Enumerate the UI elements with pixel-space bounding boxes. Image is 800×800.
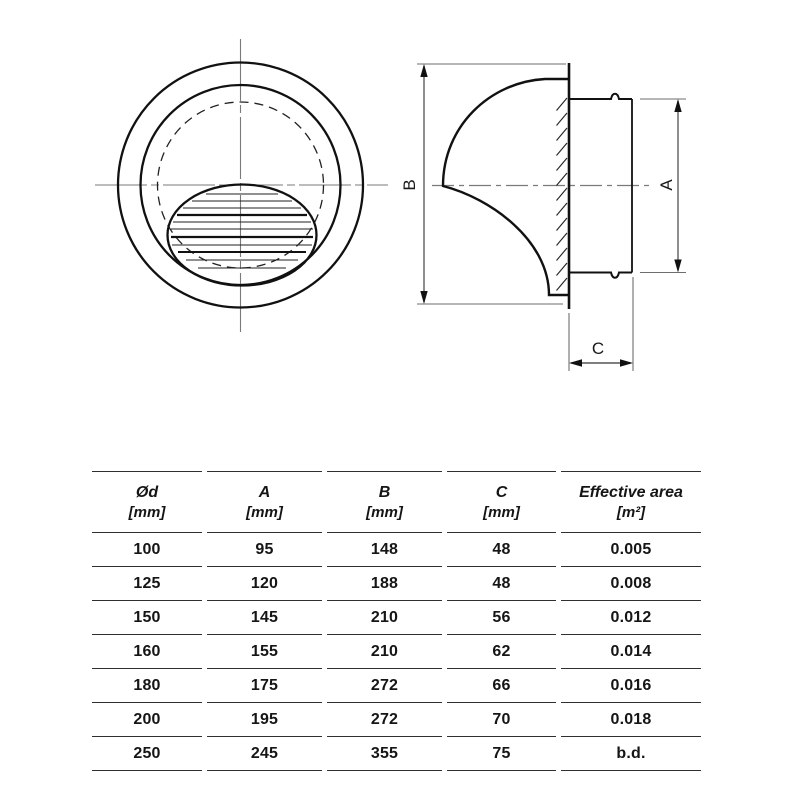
column-unit: [mm]	[128, 503, 166, 521]
duct-top-edge	[569, 94, 632, 99]
table-header-row	[92, 471, 701, 533]
cell-area: 0.014	[561, 635, 701, 669]
cell-b: 272	[327, 703, 442, 737]
column-name: C	[495, 483, 508, 501]
cell-a: 175	[207, 669, 322, 703]
cell-b: 148	[327, 533, 442, 567]
cell-od: 100	[92, 533, 202, 567]
cell-a: 195	[207, 703, 322, 737]
cell-c: 62	[447, 635, 556, 669]
table-row	[92, 635, 701, 669]
cell-b: 210	[327, 601, 442, 635]
cell-c: 70	[447, 703, 556, 737]
duct-bottom-edge	[569, 273, 632, 278]
cell-a: 120	[207, 567, 322, 601]
dim-a-label: A	[657, 179, 676, 191]
cell-c: 66	[447, 669, 556, 703]
cell-b: 272	[327, 669, 442, 703]
column-unit: [m²]	[616, 503, 646, 521]
cell-area: b.d.	[561, 737, 701, 771]
side-view	[400, 63, 686, 371]
cell-area: 0.016	[561, 669, 701, 703]
column-header-effective-area	[561, 471, 701, 533]
cell-a: 145	[207, 601, 322, 635]
table-row	[92, 703, 701, 737]
cell-od: 250	[92, 737, 202, 771]
front-view	[95, 39, 388, 332]
cell-od: 150	[92, 601, 202, 635]
cell-od: 125	[92, 567, 202, 601]
cell-c: 48	[447, 533, 556, 567]
table-row	[92, 737, 701, 771]
spec-table-section	[87, 471, 706, 771]
column-name: B	[378, 483, 391, 501]
cell-b: 210	[327, 635, 442, 669]
column-header-od	[92, 471, 202, 533]
cell-area: 0.018	[561, 703, 701, 737]
cowl-profile	[443, 79, 569, 295]
table-row	[92, 567, 701, 601]
cell-c: 56	[447, 601, 556, 635]
cell-area: 0.012	[561, 601, 701, 635]
spec-table	[87, 471, 706, 771]
dim-b-label: B	[400, 179, 419, 191]
column-unit: [mm]	[246, 503, 283, 521]
cell-c: 48	[447, 567, 556, 601]
column-header-b	[327, 471, 442, 533]
table-row	[92, 669, 701, 703]
dimension-c	[569, 277, 633, 371]
cell-b: 355	[327, 737, 442, 771]
table-row	[92, 533, 701, 567]
dimension-b	[400, 64, 566, 304]
cell-c: 75	[447, 737, 556, 771]
table-row	[92, 601, 701, 635]
column-unit: [mm]	[366, 503, 403, 521]
cell-area: 0.005	[561, 533, 701, 567]
grille-opening-ellipse	[168, 185, 317, 286]
cell-od: 200	[92, 703, 202, 737]
cell-a: 245	[207, 737, 322, 771]
column-header-c	[447, 471, 556, 533]
column-name: Effective area	[579, 483, 683, 501]
cell-a: 95	[207, 533, 322, 567]
wall-hatching	[557, 98, 568, 291]
dim-c-label: C	[591, 339, 605, 358]
column-name: Ød	[135, 483, 159, 501]
column-name: A	[258, 483, 271, 501]
column-header-a	[207, 471, 322, 533]
cell-a: 155	[207, 635, 322, 669]
cell-b: 188	[327, 567, 442, 601]
cell-area: 0.008	[561, 567, 701, 601]
louver-lines	[171, 194, 313, 268]
cell-od: 180	[92, 669, 202, 703]
cell-od: 160	[92, 635, 202, 669]
column-unit: [mm]	[483, 503, 520, 521]
